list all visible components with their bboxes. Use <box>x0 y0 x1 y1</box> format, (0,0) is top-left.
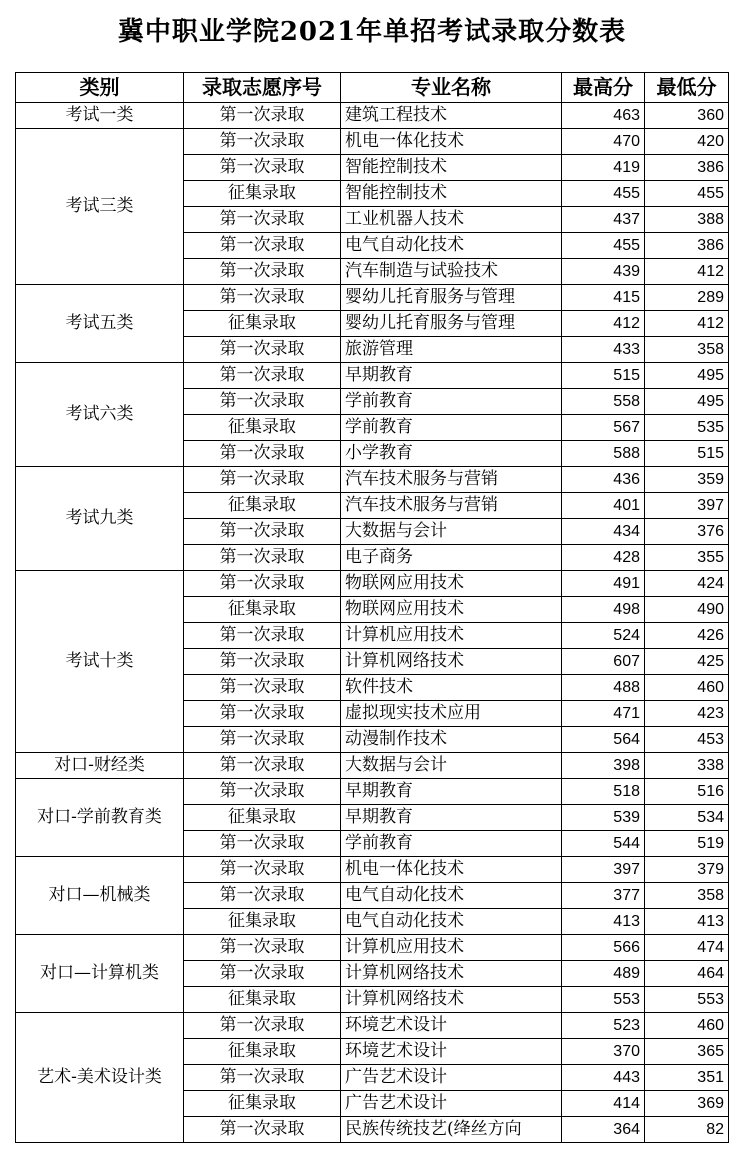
admission-order-cell: 第一次录取 <box>184 129 341 155</box>
min-score-cell: 365 <box>645 1039 729 1065</box>
major-name-cell: 电气自动化技术 <box>341 883 562 909</box>
major-name-cell: 学前教育 <box>341 831 562 857</box>
category-cell: 对口—计算机类 <box>16 935 184 1013</box>
max-score-cell: 463 <box>562 103 645 129</box>
min-score-cell: 388 <box>645 207 729 233</box>
admission-order-cell: 第一次录取 <box>184 727 341 753</box>
admission-order-cell: 第一次录取 <box>184 441 341 467</box>
max-score-cell: 524 <box>562 623 645 649</box>
category-cell: 考试六类 <box>16 363 184 467</box>
admission-order-cell: 第一次录取 <box>184 207 341 233</box>
max-score-cell: 470 <box>562 129 645 155</box>
major-name-cell: 早期教育 <box>341 779 562 805</box>
max-score-cell: 443 <box>562 1065 645 1091</box>
max-score-cell: 419 <box>562 155 645 181</box>
min-score-cell: 515 <box>645 441 729 467</box>
min-score-cell: 338 <box>645 753 729 779</box>
major-name-cell: 计算机应用技术 <box>341 623 562 649</box>
major-name-cell: 机电一体化技术 <box>341 857 562 883</box>
min-score-cell: 426 <box>645 623 729 649</box>
max-score-cell: 491 <box>562 571 645 597</box>
major-name-cell: 大数据与会计 <box>341 753 562 779</box>
max-score-cell: 428 <box>562 545 645 571</box>
min-score-cell: 455 <box>645 181 729 207</box>
min-score-cell: 397 <box>645 493 729 519</box>
admission-order-cell: 第一次录取 <box>184 545 341 571</box>
major-name-cell: 广告艺术设计 <box>341 1065 562 1091</box>
min-score-cell: 369 <box>645 1091 729 1117</box>
major-name-cell: 工业机器人技术 <box>341 207 562 233</box>
min-score-cell: 423 <box>645 701 729 727</box>
category-cell: 考试五类 <box>16 285 184 363</box>
max-score-cell: 439 <box>562 259 645 285</box>
min-score-cell: 360 <box>645 103 729 129</box>
max-score-cell: 398 <box>562 753 645 779</box>
max-score-cell: 523 <box>562 1013 645 1039</box>
major-name-cell: 早期教育 <box>341 363 562 389</box>
max-score-cell: 401 <box>562 493 645 519</box>
table-row <box>16 103 729 129</box>
admission-order-cell: 第一次录取 <box>184 675 341 701</box>
admission-order-cell: 第一次录取 <box>184 779 341 805</box>
min-score-cell: 355 <box>645 545 729 571</box>
max-score-cell: 544 <box>562 831 645 857</box>
major-name-cell: 汽车技术服务与营销 <box>341 467 562 493</box>
major-name-cell: 电子商务 <box>341 545 562 571</box>
table-row <box>16 935 729 961</box>
admission-order-cell: 第一次录取 <box>184 753 341 779</box>
max-score-cell: 607 <box>562 649 645 675</box>
min-score-cell: 535 <box>645 415 729 441</box>
header-major: 专业名称 <box>341 73 562 103</box>
max-score-cell: 377 <box>562 883 645 909</box>
header-max-score: 最高分 <box>562 73 645 103</box>
min-score-cell: 425 <box>645 649 729 675</box>
table-body <box>16 103 729 1143</box>
major-name-cell: 计算机网络技术 <box>341 987 562 1013</box>
min-score-cell: 474 <box>645 935 729 961</box>
min-score-cell: 376 <box>645 519 729 545</box>
max-score-cell: 588 <box>562 441 645 467</box>
category-cell: 考试三类 <box>16 129 184 285</box>
min-score-cell: 453 <box>645 727 729 753</box>
max-score-cell: 539 <box>562 805 645 831</box>
admission-order-cell: 第一次录取 <box>184 285 341 311</box>
category-cell: 对口-学前教育类 <box>16 779 184 857</box>
major-name-cell: 动漫制作技术 <box>341 727 562 753</box>
major-name-cell: 学前教育 <box>341 389 562 415</box>
min-score-cell: 358 <box>645 337 729 363</box>
table-row <box>16 285 729 311</box>
min-score-cell: 289 <box>645 285 729 311</box>
table-row <box>16 467 729 493</box>
major-name-cell: 电气自动化技术 <box>341 233 562 259</box>
header-category: 类别 <box>16 73 184 103</box>
major-name-cell: 小学教育 <box>341 441 562 467</box>
admission-order-cell: 第一次录取 <box>184 259 341 285</box>
max-score-cell: 553 <box>562 987 645 1013</box>
major-name-cell: 民族传统技艺(绛丝方向 <box>341 1117 562 1143</box>
max-score-cell: 566 <box>562 935 645 961</box>
major-name-cell: 婴幼儿托育服务与管理 <box>341 311 562 337</box>
major-name-cell: 环境艺术设计 <box>341 1013 562 1039</box>
max-score-cell: 515 <box>562 363 645 389</box>
admission-order-cell: 第一次录取 <box>184 1013 341 1039</box>
admission-order-cell: 第一次录取 <box>184 519 341 545</box>
min-score-cell: 490 <box>645 597 729 623</box>
min-score-cell: 553 <box>645 987 729 1013</box>
max-score-cell: 567 <box>562 415 645 441</box>
major-name-cell: 广告艺术设计 <box>341 1091 562 1117</box>
admission-order-cell: 第一次录取 <box>184 233 341 259</box>
max-score-cell: 397 <box>562 857 645 883</box>
min-score-cell: 351 <box>645 1065 729 1091</box>
max-score-cell: 413 <box>562 909 645 935</box>
table-row <box>16 753 729 779</box>
major-name-cell: 软件技术 <box>341 675 562 701</box>
min-score-cell: 460 <box>645 1013 729 1039</box>
max-score-cell: 436 <box>562 467 645 493</box>
category-cell: 考试九类 <box>16 467 184 571</box>
max-score-cell: 498 <box>562 597 645 623</box>
min-score-cell: 379 <box>645 857 729 883</box>
min-score-cell: 412 <box>645 311 729 337</box>
major-name-cell: 早期教育 <box>341 805 562 831</box>
admission-order-cell: 征集录取 <box>184 1039 341 1065</box>
major-name-cell: 智能控制技术 <box>341 181 562 207</box>
min-score-cell: 359 <box>645 467 729 493</box>
min-score-cell: 386 <box>645 155 729 181</box>
admission-order-cell: 第一次录取 <box>184 337 341 363</box>
min-score-cell: 82 <box>645 1117 729 1143</box>
admission-order-cell: 第一次录取 <box>184 363 341 389</box>
admission-order-cell: 征集录取 <box>184 805 341 831</box>
admission-order-cell: 征集录取 <box>184 415 341 441</box>
category-cell: 考试十类 <box>16 571 184 753</box>
table-header-row <box>16 73 729 103</box>
table-row <box>16 571 729 597</box>
category-cell: 考试一类 <box>16 103 184 129</box>
max-score-cell: 364 <box>562 1117 645 1143</box>
major-name-cell: 旅游管理 <box>341 337 562 363</box>
table-row <box>16 779 729 805</box>
admission-order-cell: 征集录取 <box>184 1091 341 1117</box>
min-score-cell: 412 <box>645 259 729 285</box>
max-score-cell: 437 <box>562 207 645 233</box>
admission-order-cell: 征集录取 <box>184 987 341 1013</box>
min-score-cell: 386 <box>645 233 729 259</box>
min-score-cell: 413 <box>645 909 729 935</box>
min-score-cell: 420 <box>645 129 729 155</box>
max-score-cell: 489 <box>562 961 645 987</box>
major-name-cell: 环境艺术设计 <box>341 1039 562 1065</box>
major-name-cell: 汽车技术服务与营销 <box>341 493 562 519</box>
major-name-cell: 物联网应用技术 <box>341 571 562 597</box>
major-name-cell: 计算机网络技术 <box>341 649 562 675</box>
admission-order-cell: 第一次录取 <box>184 701 341 727</box>
max-score-cell: 412 <box>562 311 645 337</box>
category-cell: 艺术-美术设计类 <box>16 1013 184 1143</box>
max-score-cell: 518 <box>562 779 645 805</box>
major-name-cell: 机电一体化技术 <box>341 129 562 155</box>
major-name-cell: 智能控制技术 <box>341 155 562 181</box>
admission-order-cell: 征集录取 <box>184 181 341 207</box>
major-name-cell: 电气自动化技术 <box>341 909 562 935</box>
max-score-cell: 415 <box>562 285 645 311</box>
major-name-cell: 计算机网络技术 <box>341 961 562 987</box>
admission-order-cell: 第一次录取 <box>184 389 341 415</box>
major-name-cell: 物联网应用技术 <box>341 597 562 623</box>
admission-order-cell: 第一次录取 <box>184 857 341 883</box>
table-row <box>16 363 729 389</box>
admission-order-cell: 第一次录取 <box>184 1065 341 1091</box>
table-row <box>16 129 729 155</box>
min-score-cell: 519 <box>645 831 729 857</box>
max-score-cell: 414 <box>562 1091 645 1117</box>
admission-order-cell: 征集录取 <box>184 909 341 935</box>
admission-order-cell: 征集录取 <box>184 493 341 519</box>
max-score-cell: 433 <box>562 337 645 363</box>
category-cell: 对口—机械类 <box>16 857 184 935</box>
category-cell: 对口-财经类 <box>16 753 184 779</box>
min-score-cell: 495 <box>645 363 729 389</box>
admission-order-cell: 第一次录取 <box>184 1117 341 1143</box>
min-score-cell: 424 <box>645 571 729 597</box>
max-score-cell: 488 <box>562 675 645 701</box>
max-score-cell: 434 <box>562 519 645 545</box>
min-score-cell: 495 <box>645 389 729 415</box>
min-score-cell: 464 <box>645 961 729 987</box>
table-row <box>16 1013 729 1039</box>
max-score-cell: 455 <box>562 181 645 207</box>
major-name-cell: 虚拟现实技术应用 <box>341 701 562 727</box>
admission-order-cell: 第一次录取 <box>184 649 341 675</box>
header-order: 录取志愿序号 <box>184 73 341 103</box>
header-min-score: 最低分 <box>645 73 729 103</box>
table-row <box>16 857 729 883</box>
max-score-cell: 558 <box>562 389 645 415</box>
admission-order-cell: 征集录取 <box>184 311 341 337</box>
admission-order-cell: 第一次录取 <box>184 935 341 961</box>
min-score-cell: 460 <box>645 675 729 701</box>
major-name-cell: 大数据与会计 <box>341 519 562 545</box>
major-name-cell: 婴幼儿托育服务与管理 <box>341 285 562 311</box>
admission-score-table <box>15 72 729 1143</box>
admission-order-cell: 第一次录取 <box>184 571 341 597</box>
admission-order-cell: 第一次录取 <box>184 831 341 857</box>
major-name-cell: 建筑工程技术 <box>341 103 562 129</box>
admission-order-cell: 第一次录取 <box>184 155 341 181</box>
max-score-cell: 471 <box>562 701 645 727</box>
min-score-cell: 516 <box>645 779 729 805</box>
admission-order-cell: 第一次录取 <box>184 103 341 129</box>
admission-order-cell: 第一次录取 <box>184 883 341 909</box>
major-name-cell: 汽车制造与试验技术 <box>341 259 562 285</box>
max-score-cell: 564 <box>562 727 645 753</box>
min-score-cell: 534 <box>645 805 729 831</box>
admission-order-cell: 征集录取 <box>184 597 341 623</box>
max-score-cell: 455 <box>562 233 645 259</box>
max-score-cell: 370 <box>562 1039 645 1065</box>
admission-order-cell: 第一次录取 <box>184 467 341 493</box>
admission-order-cell: 第一次录取 <box>184 623 341 649</box>
major-name-cell: 计算机应用技术 <box>341 935 562 961</box>
min-score-cell: 358 <box>645 883 729 909</box>
admission-order-cell: 第一次录取 <box>184 961 341 987</box>
major-name-cell: 学前教育 <box>341 415 562 441</box>
page-title: 冀中职业学院2021年单招考试录取分数表 <box>117 17 627 47</box>
